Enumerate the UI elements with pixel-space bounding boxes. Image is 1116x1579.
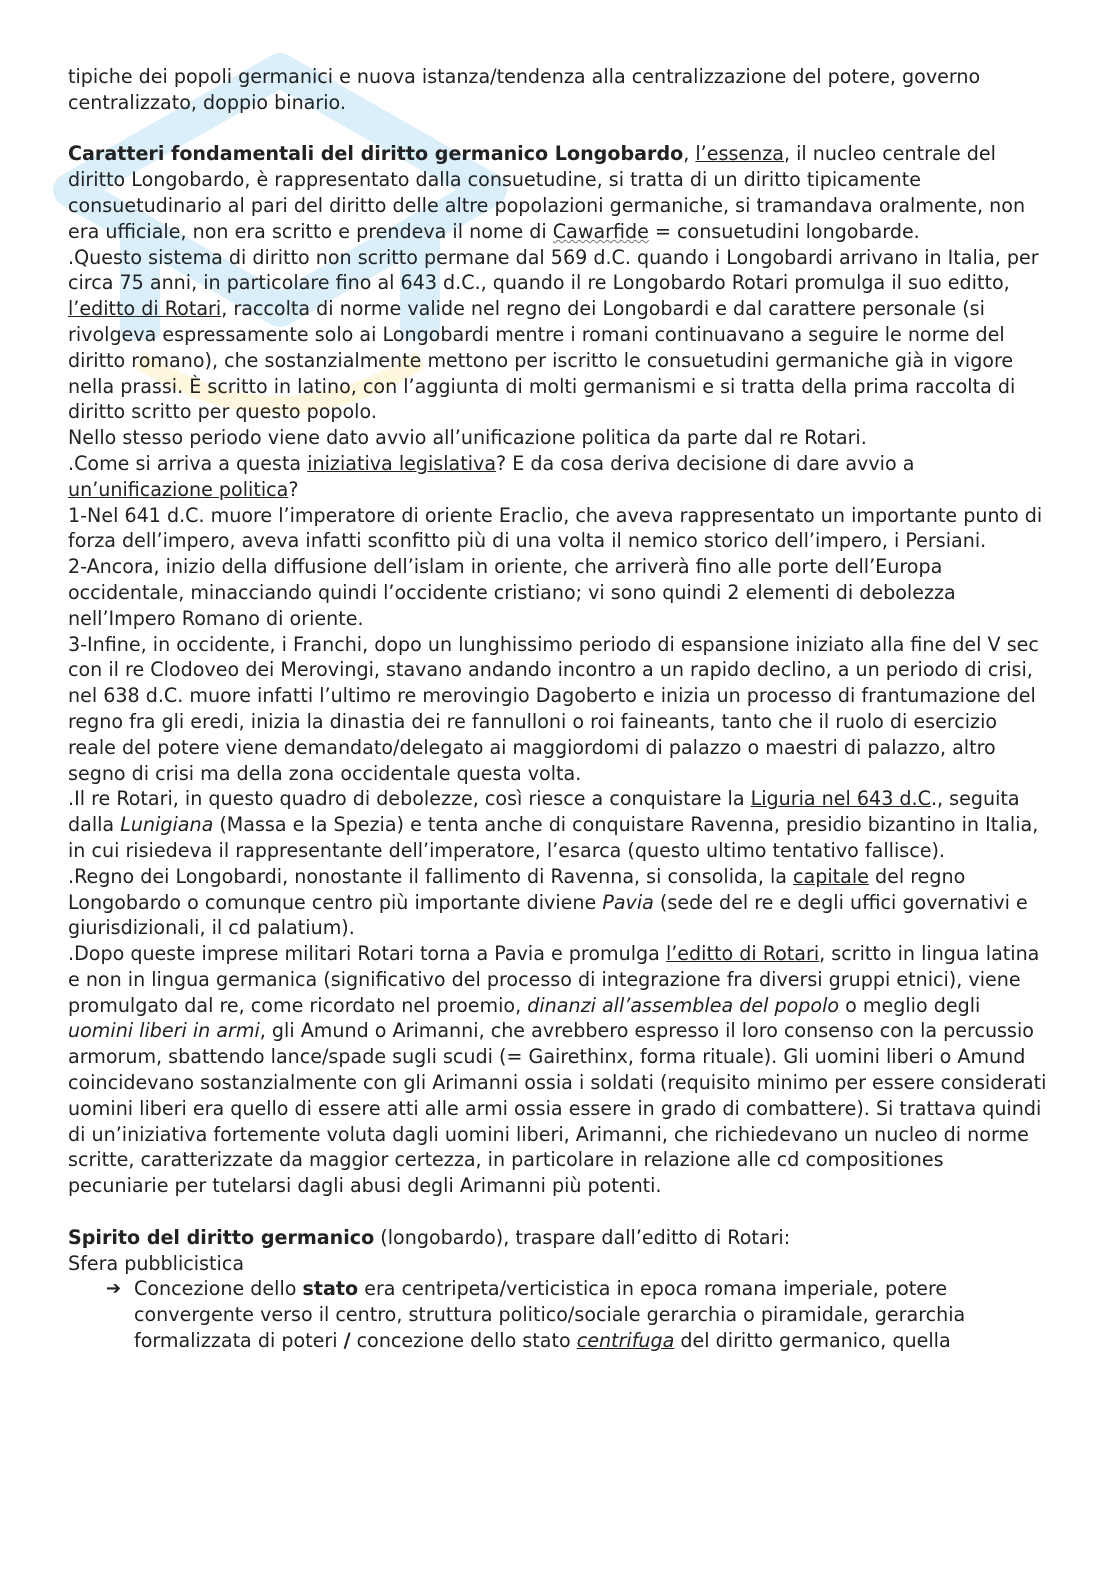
uomini-term: uomini liberi in armi [68,1019,260,1043]
come-paragraph: .Come si arriva a questa iniziativa legislativa? E da cosa deriva decisione di dare avvio a un’unificazione politica? [68,451,915,501]
lunigiana-term: Lunigiana [120,813,214,837]
assemblea-term: dinanzi all’assemblea del popolo [527,993,840,1017]
centrifuga-term: centrifuga [576,1329,675,1353]
caratteri-heading: Caratteri fondamentali del diritto germanico Longobardo [68,142,684,166]
spirito-heading: Spirito del diritto germanico [68,1225,375,1249]
arrow-icon: ➔ [106,1278,122,1300]
unificazione-term: un’unificazione politica [68,477,289,501]
essenza-link: l’essenza [695,142,784,166]
editto-term-2: l’editto di Rotari [665,942,820,966]
document-page [68,64,1048,1354]
pavia-term: Pavia [602,890,654,914]
sistema-paragraph: .Questo sistema di diritto non scritto permane dal 569 d.C. quando i Longobardi arrivano in Italia, per circa 75 anni, in particolare fino al 643 d.C., quando il re Longobardo Rotari promulga il suo editto, l’editto di Rotari, raccolta di norme valide nel regno dei Longobardi e dal carattere personale (si rivolgeva espressamente solo ai Longobardi mentre i romani continuavano a seguire le norme del diritto romano), che sostanzialmente mettono per iscritto le consuetudini germaniche già in vigore nella prassi. È scritto in latino, con l’aggiunta di molti germanismi e si tratta della prima raccolta di diritto scritto per questo popolo. [68,245,1039,424]
iniziativa-term: iniziativa legislativa [307,451,497,475]
point-2-paragraph: 2-Ancora, inizio della diffusione dell’islam in oriente, che arriverà fino alle porte dell’Europa occidentale, minacciando quindi l’occidente cristiano; vi sono quindi 2 elementi di debolezza nell’Impero Romano di oriente. [68,555,956,630]
bullet-item: ➔ Concezione dello stato era centripeta/verticistica in epoca romana imperiale, potere convergente verso il centro, struttura politico/sociale gerarchia o piramidale, gerarchia formalizzata di poteri / concezione dello stato centrifuga del diritto germanico, quella [106,1277,966,1353]
cawarfide-term: Cawarfide [552,219,649,243]
dopo-paragraph: .Dopo queste imprese militari Rotari torna a Pavia e promulga l’editto di Rotari, scritto in lingua latina e non in lingua germanica (significativo del processo di integrazione fra diversi gruppi etnici), viene promulgato dal re, come ricordato nel proemio, dinanzi all’assemblea del popolo o meglio degli uomini liberi in armi, gli Amund o Arimanni, che avrebbero espresso il loro consenso con la percussio armorum, sbattendo lance/spade sugli scudi (= Gairethinx, forma rituale). Gli uomini liberi o Amund coincidevano sostanzialmente con gli Arimanni ossia i soldati (requisito minimo per essere considerati uomini liberi era quello di essere atti alle armi ossia essere in grado di combattere). Si trattava quindi di un’iniziativa fortemente voluta dagli uomini liberi, Arimanni, che richiedevano un nucleo di norme scritte, caratterizzate da maggior certezza, in particolare in relazione alle cd compositiones pecuniarie per tutelarsi dagli abusi degli Arimanni più potenti. [68,942,1047,1198]
regno-paragraph: .Regno dei Longobardi, nonostante il fallimento di Ravenna, si consolida, la capitale del regno Longobardo o comunque centro più importante diviene Pavia (sede del re e degli uffici governativi e giurisdizionali, il cd palatium). [68,864,1028,940]
stato-term: stato [302,1277,359,1301]
liguria-term: Liguria nel 643 d.C [750,787,931,811]
editto-term: l’editto di Rotari [68,297,222,321]
intro-paragraph: tipiche dei popoli germanici e nuova istanza/tendenza alla centralizzazione del potere, governo centralizzato, doppio binario. [68,65,981,114]
spirito-paragraph: Spirito del diritto germanico (longobardo), traspare dall’editto di Rotari: [68,1225,791,1249]
point-1-paragraph: 1-Nel 641 d.C. muore l’imperatore di oriente Eraclio, che aveva rappresentato un importante punto di forza dell’impero, aveva infatti sconfitto più di una volta il nemico storico dell’impero, i Persiani. [68,503,1043,553]
rotari-paragraph: .Il re Rotari, in questo quadro di debolezze, così riesce a conquistare la Liguria nel 643 d.C., seguita dalla Lunigiana (Massa e la Spezia) e tenta anche di conquistare Ravenna, presidio bizantino in Italia, in cui risiedeva il rappresentante dell’imperatore, l’esarca (questo ultimo tentativo fallisce). [68,787,1039,862]
sfera-label: Sfera pubblicistica [68,1251,245,1275]
capitale-term: capitale [793,864,869,888]
caratteri-paragraph: Caratteri fondamentali del diritto germanico Longobardo, l’essenza, il nucleo centrale del diritto Longobardo, è rappresentato dalla consuetudine, si tratta di un diritto tipicamente consuetudinario al pari del diritto delle altre popolazioni germaniche, si tramandava oralmente, non era ufficiale, non era scritto e prendeva il nome di Cawarfide = consuetudini longobarde. [68,142,1026,243]
point-3-paragraph: 3-Infine, in occidente, i Franchi, dopo un lunghissimo periodo di espansione iniziato alla fine del V sec con il re Clodoveo dei Merovingi, stavano andando incontro a un rapido declino, a un periodo di crisi, nel 638 d.C. muore infatti l’ultimo re merovingio Dagoberto e inizia un processo di frantumazione del regno fra gli eredi, inizia la dinastia dei re fannulloni o roi faineants, tanto che il ruolo di esercizio reale del potere viene demandato/delegato ai maggiordomi di palazzo o maestri di palazzo, altro segno di crisi ma della zona occidentale questa volta. [68,632,1039,785]
periodo-paragraph: Nello stesso periodo viene dato avvio all’unificazione politica da parte dal re Rotari. [68,426,867,450]
